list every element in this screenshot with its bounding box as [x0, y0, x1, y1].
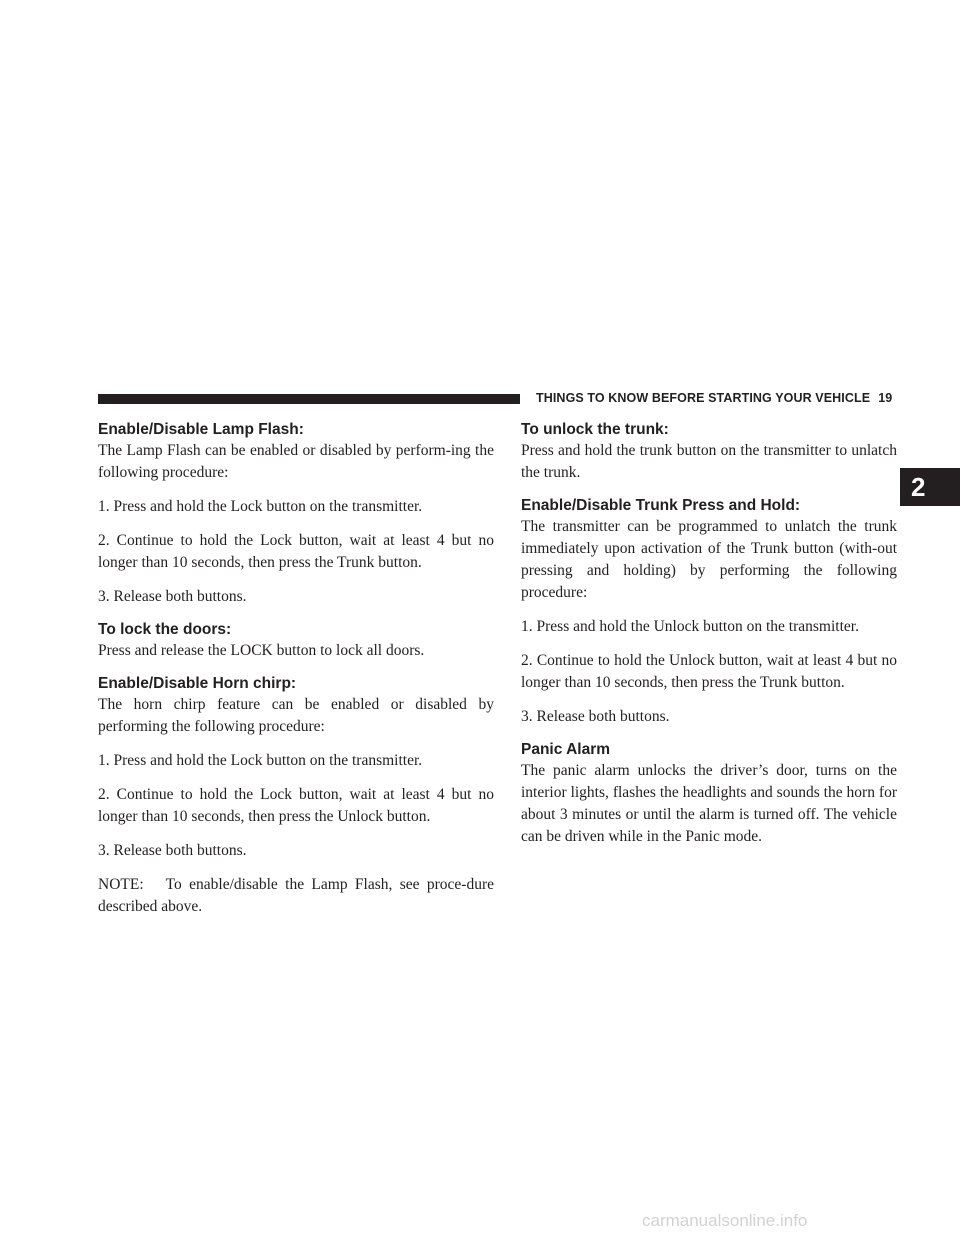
horn-chirp-intro: The horn chirp feature can be enabled or disabled by performing the following procedure:: [98, 696, 494, 735]
note-text: To enable/disable the Lamp Flash, see proce-dure described above.: [98, 876, 494, 915]
lamp-flash-step-1: 1. Press and hold the Lock button on the transmitter.: [98, 498, 423, 515]
chapter-tab: 2: [900, 468, 960, 506]
horn-chirp-step-1: 1. Press and hold the Lock button on the transmitter.: [98, 752, 423, 769]
note-label: NOTE:: [98, 876, 144, 893]
heading-trunk-press-hold: Enable/Disable Trunk Press and Hold:: [521, 497, 801, 514]
header-rule: [98, 394, 520, 404]
heading-panic-alarm: Panic Alarm: [521, 741, 611, 758]
left-column: [98, 420, 494, 918]
header-title: THINGS TO KNOW BEFORE STARTING YOUR VEHICLE: [536, 391, 871, 405]
unlock-trunk-text: Press and hold the trunk button on the transmitter to unlatch the trunk.: [521, 442, 897, 481]
lamp-flash-step-2: 2. Continue to hold the Lock button, wait at least 4 but no longer than 10 seconds, then press the Trunk button.: [98, 532, 494, 571]
trunk-press-hold-step-2: 2. Continue to hold the Unlock button, wait at least 4 but no longer than 10 seconds, then press the Trunk button.: [521, 652, 897, 691]
lamp-flash-intro: The Lamp Flash can be enabled or disabled by perform-ing the following procedure:: [98, 442, 494, 481]
note-paragraph: [98, 874, 494, 918]
horn-chirp-step-3: 3. Release both buttons.: [98, 842, 247, 859]
trunk-press-hold-step-3: 3. Release both buttons.: [521, 708, 670, 725]
watermark-text: carmanualsonline.info: [642, 1211, 808, 1230]
heading-lock-doors: To lock the doors:: [98, 621, 232, 638]
heading-horn-chirp: Enable/Disable Horn chirp:: [98, 675, 297, 692]
horn-chirp-step-2: 2. Continue to hold the Lock button, wait at least 4 but no longer than 10 seconds, then press the Unlock button.: [98, 786, 494, 825]
lock-doors-text: Press and release the LOCK button to lock all doors.: [98, 642, 425, 659]
running-header: [536, 391, 892, 405]
lamp-flash-step-3: 3. Release both buttons.: [98, 588, 247, 605]
trunk-press-hold-step-1: 1. Press and hold the Unlock button on the transmitter.: [521, 618, 859, 635]
page-number: 19: [878, 391, 893, 405]
right-column: [521, 420, 897, 848]
heading-lamp-flash: Enable/Disable Lamp Flash:: [98, 421, 304, 438]
panic-alarm-text: The panic alarm unlocks the driver’s door, turns on the interior lights, flashes the headlights and sounds the horn for about 3 minutes or until the alarm is turned off. The vehicle can be driven while in the Panic mode.: [521, 762, 897, 845]
trunk-press-hold-intro: The transmitter can be programmed to unlatch the trunk immediately upon activation of the Trunk button (with-out pressing and holding) by performing the following procedure:: [521, 518, 897, 601]
heading-unlock-trunk: To unlock the trunk:: [521, 421, 669, 438]
